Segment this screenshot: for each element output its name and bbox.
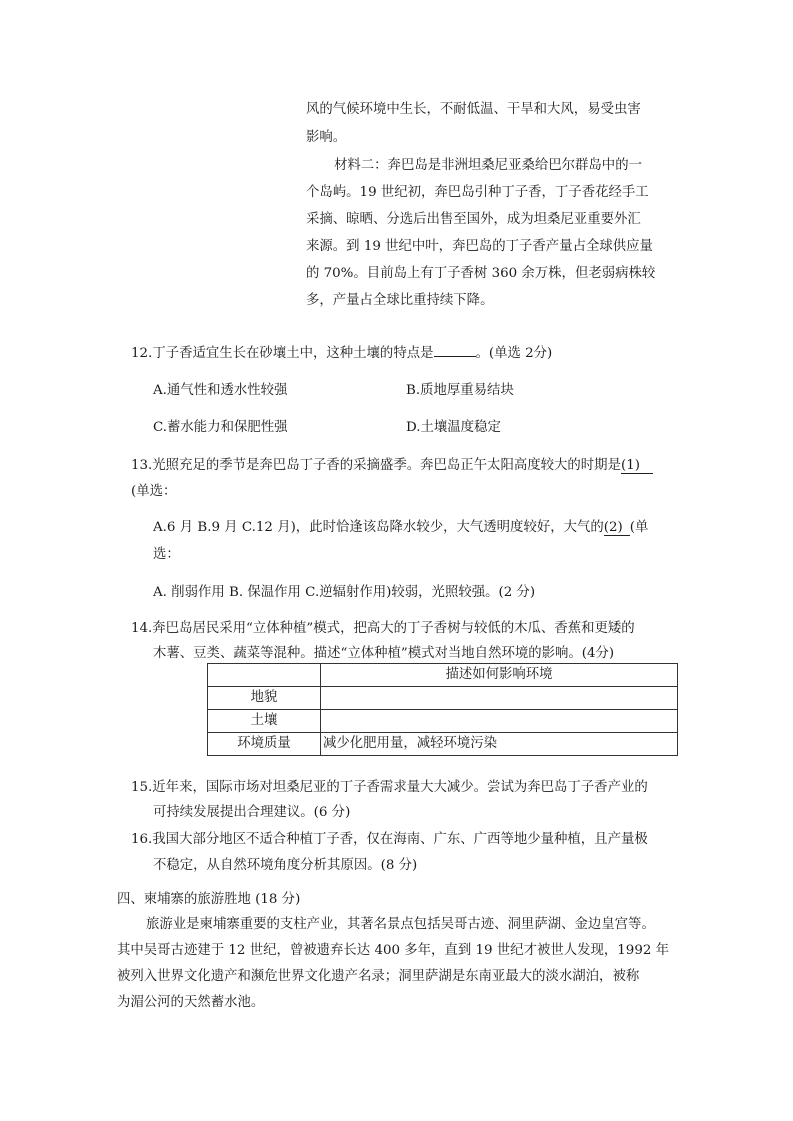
option-d: D.土壤温度稳定 — [406, 420, 501, 435]
question-16-stem: 16.我国大部分地区不适合种植丁子香，仅在海南、广东、广西等地少量种植，且产量极 — [131, 832, 648, 847]
material-line: 影响。 — [306, 130, 347, 145]
question-13-options: A. 削弱作用 B. 保温作用 C.逆辐射作用)较弱，光照较强。(2 分) — [153, 585, 536, 600]
table-header: 描述如何影响环境 — [321, 664, 678, 687]
row-label: 地貌 — [208, 687, 321, 710]
material2-line: 材料二：奔巴岛是非洲坦桑尼亚桑给巴尔群岛中的一 — [334, 158, 642, 173]
question-15-stem: 15.近年来，国际市场对坦桑尼亚的丁子香需求量大大减少。尝试为奔巴岛丁子香产业的 — [131, 780, 648, 795]
section-paragraph-line: 为湄公河的天然蓄水池。 — [117, 995, 265, 1010]
question-13-line: (单选： — [131, 484, 177, 499]
section-title: 四、柬埔寨的旅游胜地 (18 分) — [117, 892, 301, 907]
answer-cell[interactable] — [321, 687, 678, 710]
answer-cell: 减少化肥用量，减轻环境污染 — [321, 733, 678, 756]
option-b: B.质地厚重易结块 — [406, 383, 514, 398]
material2-line: 采摘、晾晒、分选后出售至国外，成为坦桑尼亚重要外汇 — [306, 212, 641, 227]
material2-line: 来源。到 19 世纪中叶，奔巴岛的丁子香产量占全球供应量 — [306, 239, 653, 254]
section-paragraph-line: 其中吴哥古迹建于 12 世纪，曾被遗弃长达 400 多年，直到 19 世纪才被世人发现，1992 年 — [117, 943, 670, 958]
answer-table — [207, 663, 678, 756]
answer-blank[interactable] — [434, 356, 476, 357]
answer-cell[interactable] — [321, 710, 678, 733]
row-label: 土壤 — [208, 710, 321, 733]
option-a: A.通气性和透水性较强 — [153, 383, 288, 398]
question-14-stem: 木薯、豆类、蔬菜等混种。描述“立体种植”模式对当地自然环境的影响。(4分) — [153, 646, 615, 661]
question-13-stem: 13.光照充足的季节是奔巴岛丁子香的采摘盛季。奔巴岛正午太阳高度较大的时期是(1) — [131, 457, 653, 475]
material2-line: 个岛屿。19 世纪初，奔巴岛引种丁子香，丁子香花经手工 — [306, 185, 649, 200]
row-label: 环境质量 — [208, 733, 321, 756]
material-line: 风的气候环境中生长，不耐低温、干旱和大风，易受虫害 — [306, 102, 641, 117]
table-cell — [208, 664, 321, 687]
table-row — [208, 733, 678, 756]
question-13-line: A.6 月 B.9 月 C.12 月)，此时恰逢该岛降水较少，大气透明度较好，大气的(2) (单 — [153, 520, 649, 535]
section-paragraph-line: 旅游业是柬埔寨重要的支柱产业，其著名景点包括吴哥古迹、洞里萨湖、金边皇宫等。 — [146, 917, 655, 932]
question-16-stem: 不稳定，从自然环境角度分析其原因。(8 分) — [153, 858, 418, 873]
table-row — [208, 710, 678, 733]
question-12-stem: 12.丁子香适宜生长在砂壤土中，这种土壤的特点是 。(单选 2分) — [131, 346, 553, 361]
option-c: C.蓄水能力和保肥性强 — [153, 420, 288, 435]
question-14-stem: 14.奔巴岛居民采用“立体种植”模式，把高大的丁子香树与较低的木瓜、香蕉和更矮的 — [131, 621, 635, 636]
question-15-stem: 可持续发展提出合理建议。(6 分) — [153, 805, 351, 820]
table-header-row — [208, 664, 678, 687]
section-paragraph-line: 被列入世界文化遗产和濒危世界文化遗产名录；洞里萨湖是东南亚最大的淡水湖泊，被称 — [117, 969, 640, 984]
answer-blank-2[interactable]: (2) — [604, 520, 630, 536]
answer-blank-1[interactable]: (1) — [621, 458, 653, 474]
question-13-line: 选： — [153, 547, 180, 562]
material2-line: 多，产量占全球比重持续下降。 — [306, 293, 494, 308]
table-row — [208, 687, 678, 710]
material2-line: 的 70%。目前岛上有丁子香树 360 余万株，但老弱病株较 — [306, 266, 656, 281]
